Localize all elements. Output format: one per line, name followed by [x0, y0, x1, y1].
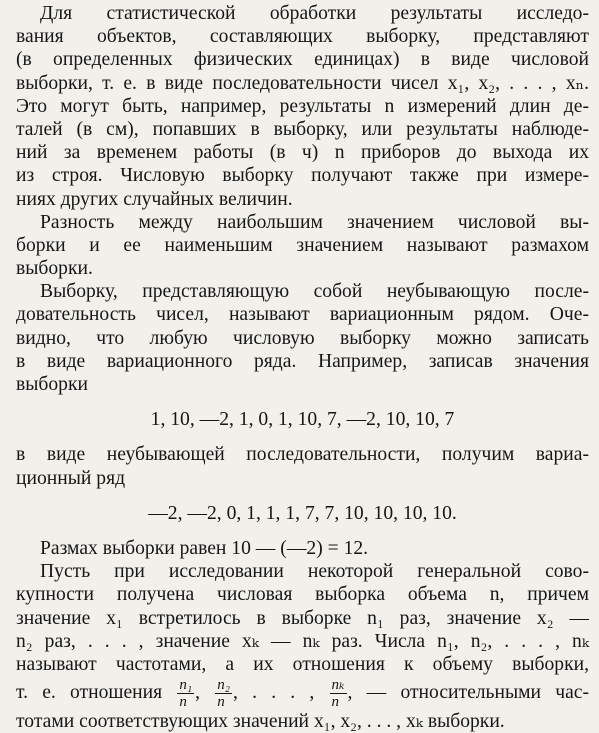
separator: , — [347, 682, 353, 704]
fraction-denominator: n — [217, 694, 225, 711]
paragraph-variation-series — [16, 280, 589, 396]
text-line: выборки, т. е. в виде последовательности чисел x₁, x₂, . . . , xₙ. — [16, 72, 589, 94]
text-line: Для статистической обработки результаты исследо- — [40, 3, 589, 24]
text-line: (в определенных физических единицах) в виде числовой — [16, 49, 589, 71]
fraction-numerator: n₂ — [217, 677, 230, 694]
text-line: выборки. — [16, 258, 93, 280]
text-line: Пусть при исследовании некоторой генеральной сово- — [40, 561, 589, 583]
text-line: борки и ее наименьшим значением называют размахом — [16, 234, 589, 256]
separator: , — [232, 682, 238, 704]
text-line: видно, что любую числовую выборку можно записать — [16, 327, 589, 349]
text-fragment: — относительными час- — [366, 682, 589, 704]
text-line: ниях других случайных величин. — [16, 188, 293, 210]
text-line: довательность чисел, называют вариационным рядом. Оче- — [16, 304, 589, 326]
relative-frequency-line — [16, 676, 589, 710]
text-line: талей (в см), попавших в выборку, или результаты наблюде- — [16, 118, 589, 140]
text-line: тотами соответствующих значений x₁, x₂, . . . , xₖ выборки. — [16, 711, 505, 733]
text-line: в виде неубывающей последовательности, получим вариа- — [16, 444, 589, 466]
fraction-denominator: n — [331, 694, 340, 711]
text-line: купности получена числовая выборка объема n, причем — [16, 584, 589, 606]
text-line: вания объектов, составляющих выборку, представляют — [16, 26, 589, 48]
text-line: ний за временем работы (в ч) n приборов до выхода их — [16, 142, 589, 164]
variation-series-formula: —2, —2, 0, 1, 1, 1, 7, 7, 10, 10, 10, 10. — [148, 502, 457, 524]
fraction — [215, 677, 232, 710]
text-line: Разность между наибольшим значением числовой вы- — [40, 211, 589, 233]
separator: , — [195, 682, 201, 704]
text-line: n₂ раз, . . . , значение xₖ — nₖ раз. Числа n₁, n₂, . . . , nₖ — [16, 630, 589, 652]
text-line: Это могут быть, например, результаты n измерений длин де- — [16, 95, 589, 117]
text-line: выборки — [16, 374, 88, 395]
text-line: называют частотами, а их отношения к объему выборки, — [16, 653, 589, 675]
fraction-numerator: nₖ — [331, 677, 345, 694]
fraction-numerator: n₁ — [179, 677, 193, 694]
text-line: значение x₁ встретилось в выборке n₁ раз, значение x₂ — — [16, 607, 589, 629]
text-line: из строя. Числовую выборку получают также при измере- — [16, 165, 589, 187]
sample-values-formula: 1, 10, —2, 1, 0, 1, 10, 7, —2, 10, 10, 7 — [150, 409, 455, 431]
fraction — [330, 677, 347, 710]
fraction — [177, 677, 194, 710]
paragraph-sorted — [16, 443, 589, 489]
text-line: в виде вариационного ряда. Например, записав значения — [16, 350, 589, 372]
paragraph-range-definition — [16, 211, 589, 281]
ellipsis: . . . , — [252, 682, 315, 704]
fraction-denominator: n — [179, 694, 187, 711]
paragraph-sample-definition — [16, 2, 589, 211]
range-result-line: Размах выборки равен 10 — (—2) = 12. — [40, 537, 369, 559]
paragraph-frequencies — [16, 560, 589, 733]
text-line: Выборку, представляющую собой неубывающую после- — [40, 281, 589, 303]
text-line: ционный ряд — [16, 467, 126, 489]
text-fragment: т. е. отношения — [16, 682, 163, 704]
